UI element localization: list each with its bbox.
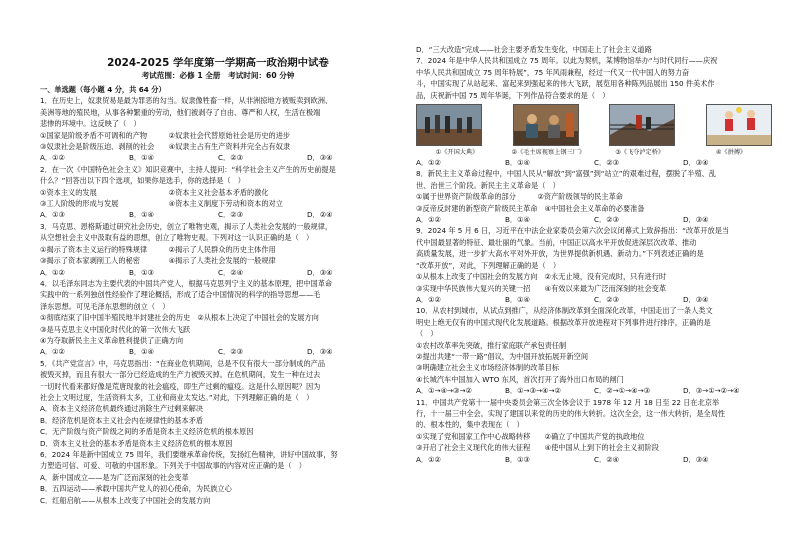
text-line: 2．在一次《中国特色社会主义》知识竞赛中，主持人提问：“科学社会主义产生的历史前提是 — [40, 164, 336, 174]
text-line: ③揭示了资本家剥削工人的秘密 ④揭示了人类社会发展的一般规律 — [40, 256, 276, 266]
option[interactable]: A．①→④→③→② — [416, 386, 472, 396]
text-line: ①揭示了资本主义运行的特殊规律 ②揭示了人民群众的历史主体作用 — [40, 244, 276, 254]
artwork-image-2 — [513, 104, 579, 146]
artwork-image-3 — [609, 104, 675, 146]
option[interactable]: C．②③ — [218, 153, 244, 163]
text-line: 悲惨的环境中。这反映了（ ） — [40, 119, 141, 129]
text-line: B．五四运动——承载中国共产党人的初心使命，为民族立心 — [40, 484, 232, 494]
text-line: ③实现中华民族伟大复兴的关键一招 ④有效以来最为广泛而深刻的社会变革 — [416, 283, 667, 293]
caption-1: ①《开国大典》 — [435, 149, 479, 157]
caption-4: ④《拼搏》 — [715, 149, 747, 157]
text-line: ③开启了社会主义现代化的伟大征程 ④使中国从上到下的社会主义初阶段 — [416, 443, 659, 453]
text-line: 实践中的一系列独创性经验作了理论概括，形成了适合中国情况的科学的指导思想——毛 — [40, 290, 321, 300]
text-line: ③奴隶社会是阶级压迫、剥削的社会 ④奴隶主占有生产资料并完全占有奴隶 — [40, 142, 291, 152]
text-line: ①农村改革率先突破，推行家庭联产承包责任制 — [416, 340, 567, 350]
artwork-captions — [416, 148, 772, 157]
text-line: （ ） — [416, 329, 438, 339]
option[interactable]: D．③④ — [683, 215, 709, 225]
text-line: ②提出共建“一带一路”倡议，为中国开放拓展开新空间 — [416, 351, 589, 361]
option[interactable]: C．②④ — [218, 267, 244, 277]
option[interactable]: C．②③ — [594, 158, 620, 168]
option[interactable]: B．①④ — [505, 294, 531, 304]
text-line: 世、治世三个阶段。新民主主义革命是（ ） — [416, 180, 560, 190]
option[interactable]: C．②④ — [594, 454, 620, 464]
text-line: ①国家是阶级矛盾不可调和的产物 ②奴隶社会代替原始社会是历史的进步 — [40, 130, 291, 140]
text-line: 美洲等地的殖民地，从事各种繁重的劳动，他们被剥夺了自由、尊严和人权，生活在极端 — [40, 107, 321, 117]
text-line: 一切时代看来都好像是荒唐现象的社会瘟疫，即生产过剩的瘟疫。这是什么原因呢？因为 — [40, 381, 321, 391]
option[interactable]: A．①② — [40, 267, 65, 277]
question-8-stem — [416, 168, 772, 214]
question-7-stem — [416, 55, 772, 101]
text-line: ④为夺取新民主主义革命胜利提供了正确方向 — [40, 335, 184, 345]
text-line: B．经济危机是资本主义社会内在规律性的基本矛盾 — [40, 415, 204, 425]
text-line: ③反帝反封建的新型资产阶级民主革命 ④中国社会主义革命的必要准备 — [416, 203, 645, 213]
q10-options — [416, 385, 772, 396]
text-line: ①从根本上改变了中国社会的发展方向 ②永无止境，没有完成时，只有进行时 — [416, 272, 667, 282]
text-line: 明史上绝无仅有的中国式现代化发展道路。根据改革开放进程对下列事件进行排序，正确的是 — [416, 317, 711, 327]
option[interactable]: A．①② — [40, 153, 65, 163]
option[interactable]: A．①② — [416, 215, 441, 225]
text-line: C．红船启航——从根本上改变了中国社会的发展方向 — [40, 495, 211, 505]
text-line: 9．2024 年 5 月 6 日，习近平在中法企业家委员会第六次会议闭幕式上致辞指出：“改革开放是当 — [416, 226, 730, 236]
text-line: 力塑造可信、可爱、可敬的中国形象。下列关于中国故事的内容对应正确的是（ ） — [40, 461, 306, 471]
caption-2: ②《毛主席视察上钢三厂》 — [511, 149, 586, 157]
text-line: ③工人阶级的形成与发展 ④资本主义制度下劳动和资本的对立 — [40, 199, 283, 209]
option[interactable]: D．③④ — [683, 294, 709, 304]
option[interactable]: D．③④ — [307, 153, 333, 163]
option[interactable]: D．③④ — [307, 347, 333, 357]
section-heading: 一、单选题（每小题 4 分，共 64 分） — [40, 85, 166, 94]
text-line: 10．从农村到城市，从试点到推广，从经济体制改革到全面深化改革，中国走出了一条人类文 — [416, 306, 713, 316]
option[interactable]: D．②④ — [307, 210, 333, 220]
text-line: 中华人民共和国成立 75 周年特展”，75 年风雨兼程，经过一代又一代中国人的努力奋 — [416, 67, 690, 77]
q9-options — [416, 294, 772, 305]
text-line: 泽东思想。可见毛泽东思想的创立（ ） — [40, 301, 170, 311]
text-line: ④长城汽车中国加入 WTO 东风，首次打开了海外出口布局的闸门 — [416, 374, 624, 384]
left-question-list — [40, 95, 396, 506]
option[interactable]: B．①④ — [505, 158, 531, 168]
text-line: 什么？”回答出以下四个选项，如果你是选手，你的选择是（ ） — [40, 176, 245, 186]
option[interactable]: B．①④ — [129, 153, 155, 163]
answer-options — [40, 152, 396, 163]
option[interactable]: D．③④ — [683, 454, 709, 464]
option[interactable]: B．①③ — [129, 267, 155, 277]
question-10-stem — [416, 305, 772, 385]
text-line: 被毁灭掉，而且有很大一部分已经造成的生产力被毁灭掉。在危机期间，发生一种在过去 — [40, 370, 321, 380]
left-column — [40, 0, 396, 506]
q11-options — [416, 454, 772, 465]
option[interactable]: B．①③ — [505, 454, 531, 464]
option[interactable]: B．①④ — [129, 210, 155, 220]
q6-option-d: D．“三大改造”完成——社会主要矛盾发生变化，中国走上了社会主义道路 — [416, 45, 652, 54]
text-line: 品，庆祝新中国 75 周年华诞，下列作品符合要求的是（ ） — [416, 90, 610, 100]
answer-options — [40, 346, 396, 357]
option[interactable]: A．①② — [40, 347, 65, 357]
artwork-images — [416, 104, 772, 146]
text-line: 从空想社会主义中汲取有益的思想，创立了唯物史观。下列对这一认识正确的是（ ） — [40, 233, 314, 243]
option[interactable]: A．①② — [416, 454, 441, 464]
text-line: 1．在历史上，奴隶贸易是最为罪恶的勾当。奴隶像牲畜一样，从非洲掠地方被贩卖到欧洲、 — [40, 96, 333, 106]
text-line: C．无产阶级与资产阶级之间的矛盾是资本主义经济危机的根本原因 — [40, 427, 254, 437]
exam-title: 2024-2025 学年度第一学期高一政治期中试卷 — [107, 57, 329, 69]
option[interactable]: B．①④ — [129, 347, 155, 357]
text-line: ①属于世界资产阶级革命的部分 ②资产阶级领导的民主革命 — [416, 192, 623, 202]
option[interactable]: C．②③ — [594, 215, 620, 225]
option[interactable]: C．②③ — [218, 347, 244, 357]
text-line: 代中国最显著的特征、最壮丽的气象。当前，中国正以高水平开放促进深层次改革、推动 — [416, 237, 697, 247]
option[interactable]: B．①④ — [505, 215, 531, 225]
artwork-image-4 — [706, 104, 772, 146]
text-line: 的、根本性的，集中表现在（ ） — [416, 420, 524, 430]
question-11-stem — [416, 397, 772, 454]
q8-options — [416, 214, 772, 225]
text-line: 6．2024 年是新中国成立 75 周年，我们要继承革命传统，发扬红色精神，讲好中国故事，努 — [40, 450, 338, 459]
text-line: 5．《共产党宣言》中，马克思指出：“在商业危机期间，总是不仅有很大一部分制成的产品 — [40, 358, 326, 368]
text-line: ③明确建立社会主义市场经济体制的改革目标 — [416, 363, 560, 373]
option[interactable]: A．①② — [416, 294, 441, 304]
answer-options — [40, 209, 396, 220]
exam-subtitle: 考试范围：必修 1 全册 考试时间：60 分钟 — [141, 71, 295, 80]
text-line: 11．中国共产党第十一届中央委员会第三次全体会议于 1978 年 12 月 18 日至 22 日在北京举 — [416, 397, 720, 407]
right-column — [416, 0, 772, 465]
text-line: 斗，中国实现了从站起来、富起来到强起来的伟大飞跃，展览用各种陈列品展出 150 件美术作 — [416, 79, 715, 89]
option[interactable]: C．②→①→④→③ — [594, 386, 651, 396]
option[interactable]: A．①② — [416, 158, 441, 168]
text-line: 高质量发展，进一步扩大高水平对外开放，为世界提供新机遇、新动力。”下列表述正确的是 — [416, 249, 704, 259]
option[interactable]: B．①→③→④→② — [505, 386, 561, 396]
text-line: 3．马克思、恩格斯通过研究社会历史，创立了唯物史观，揭示了人类社会发展的一般规律， — [40, 221, 333, 231]
q7-options — [416, 157, 772, 168]
option[interactable]: D．③④ — [683, 158, 709, 168]
text-line: “改革开放”，对此，下列理解正确的是（ ） — [416, 260, 561, 270]
option[interactable]: C．②③ — [594, 294, 620, 304]
text-line: 社会上文明过度，生活资料太多，工业和商业太发达。”对此，下列理解正确的是（ ） — [40, 392, 314, 402]
text-line: A．资本主义经济危机最终通过消除生产过剩来解决 — [40, 404, 204, 414]
option[interactable]: D．③→①→②→④ — [683, 386, 740, 396]
caption-3: ③《飞夺泸定桥》 — [615, 149, 665, 157]
question-9-stem — [416, 225, 772, 293]
text-line: 行，十一届三中全会，实现了建国以来党的历史的伟大转折。这次全会，这一伟大转折，是全局性 — [416, 408, 726, 418]
answer-options — [40, 267, 396, 278]
text-line: ①实现了党和国家工作中心战略转移 ②确立了中国共产党的执政地位 — [416, 431, 645, 441]
text-line: 8．新民主主义革命过程中，中国人民从“解放”到“富强”到“站立”的艰难过程，摆脱了半殖、乱 — [416, 169, 717, 179]
text-line: 7．2024 年是中华人民共和国成立 75 周年。以此为契机，某博物馆举办“与时代同行——庆祝 — [416, 56, 718, 66]
text-line: A．新中国成立——是为广泛而深刻的社会变革 — [40, 472, 189, 482]
artwork-image-1 — [416, 104, 482, 146]
text-line: ①资本主义的发展 ②资本主义社会基本矛盾的激化 — [40, 187, 269, 197]
option[interactable]: C．②③ — [218, 210, 244, 220]
option[interactable]: A．①③ — [40, 210, 65, 220]
text-line: ③是马克思主义中国化时代化的第一次伟大飞跃 — [40, 324, 191, 334]
text-line: ①彻底结束了旧中国半殖民地半封建社会的历史 ②从根本上决定了中国社会的发展方向 — [40, 313, 319, 323]
text-line: D．资本主义社会的基本矛盾是资本主义经济危机的根本原因 — [40, 438, 233, 448]
option[interactable]: D．③④ — [307, 267, 333, 277]
text-line: 4．以毛泽东同志为主要代表的中国共产党人，根据马克思列宁主义的基本原理，把中国革命 — [40, 278, 333, 288]
